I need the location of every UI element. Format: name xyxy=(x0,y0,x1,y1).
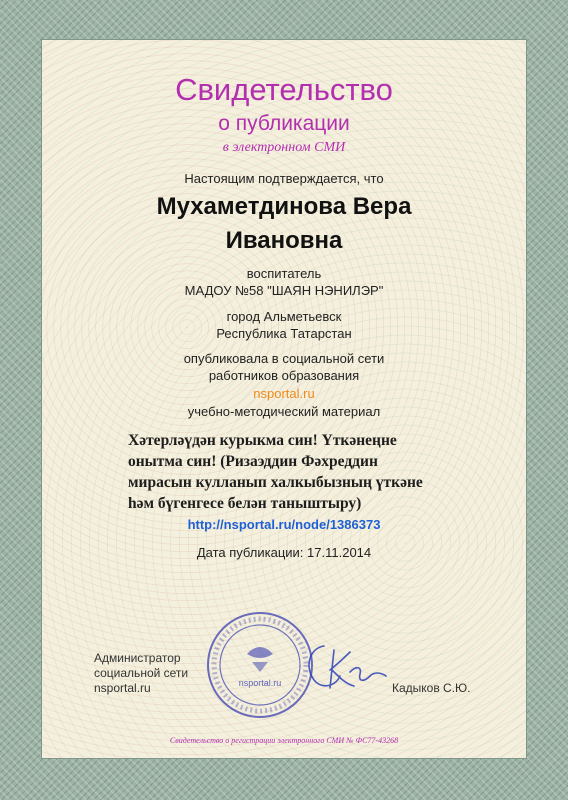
published-line1: опубликовала в социальной сети xyxy=(183,351,385,366)
recipient-city: город Альметьевск xyxy=(226,309,342,324)
publication-title: Хәтерләүдән курыкма син! Үткәнеңне онытма син! (Ризаэддин Фәхреддин мирасын кулланып халкыбызның үткәне һәм бүгенгесе белән таныштыру) xyxy=(128,432,423,512)
stamp-label: nsportal.ru xyxy=(238,678,282,688)
certificate-title: Свидетельство xyxy=(175,72,393,107)
recipient-location-block xyxy=(0,308,568,342)
signature-image xyxy=(300,636,390,696)
admin-line2: социальной сети xyxy=(94,666,189,680)
portal-name: nsportal.ru xyxy=(253,386,315,401)
certificate-subtitle-media: в электронном СМИ xyxy=(222,140,346,155)
official-stamp xyxy=(205,610,315,720)
recipient-organization: МАДОУ №58 "ШАЯН НЭНИЛЭР" xyxy=(184,283,384,298)
recipient-name xyxy=(0,190,568,258)
published-line2: работников образования xyxy=(208,368,360,383)
recipient-name-line1: Мухаметдинова Вера xyxy=(156,193,412,220)
recipient-position-block xyxy=(0,265,568,299)
admin-block xyxy=(94,651,188,696)
certificate-subtitle: о публикации xyxy=(218,112,350,135)
registration-footer: Свидетельство о регистрации электронного СМИ № ФС77-43268 xyxy=(169,736,399,745)
publication-date: Дата публикации: 17.11.2014 xyxy=(196,545,372,560)
publication-link[interactable]: http://nsportal.ru/node/1386373 xyxy=(187,517,381,532)
material-type: учебно-методический материал xyxy=(187,404,381,419)
recipient-position: воспитатель xyxy=(246,266,322,281)
recipient-name-line2: Ивановна xyxy=(225,227,343,254)
confirmation-text: Настоящим подтверждается, что xyxy=(184,171,384,186)
published-block xyxy=(0,350,568,384)
recipient-region: Республика Татарстан xyxy=(216,326,352,341)
signer-name: Кадыков С.Ю. xyxy=(392,681,471,695)
admin-line3: nsportal.ru xyxy=(94,681,151,695)
admin-line1: Администратор xyxy=(94,651,181,665)
